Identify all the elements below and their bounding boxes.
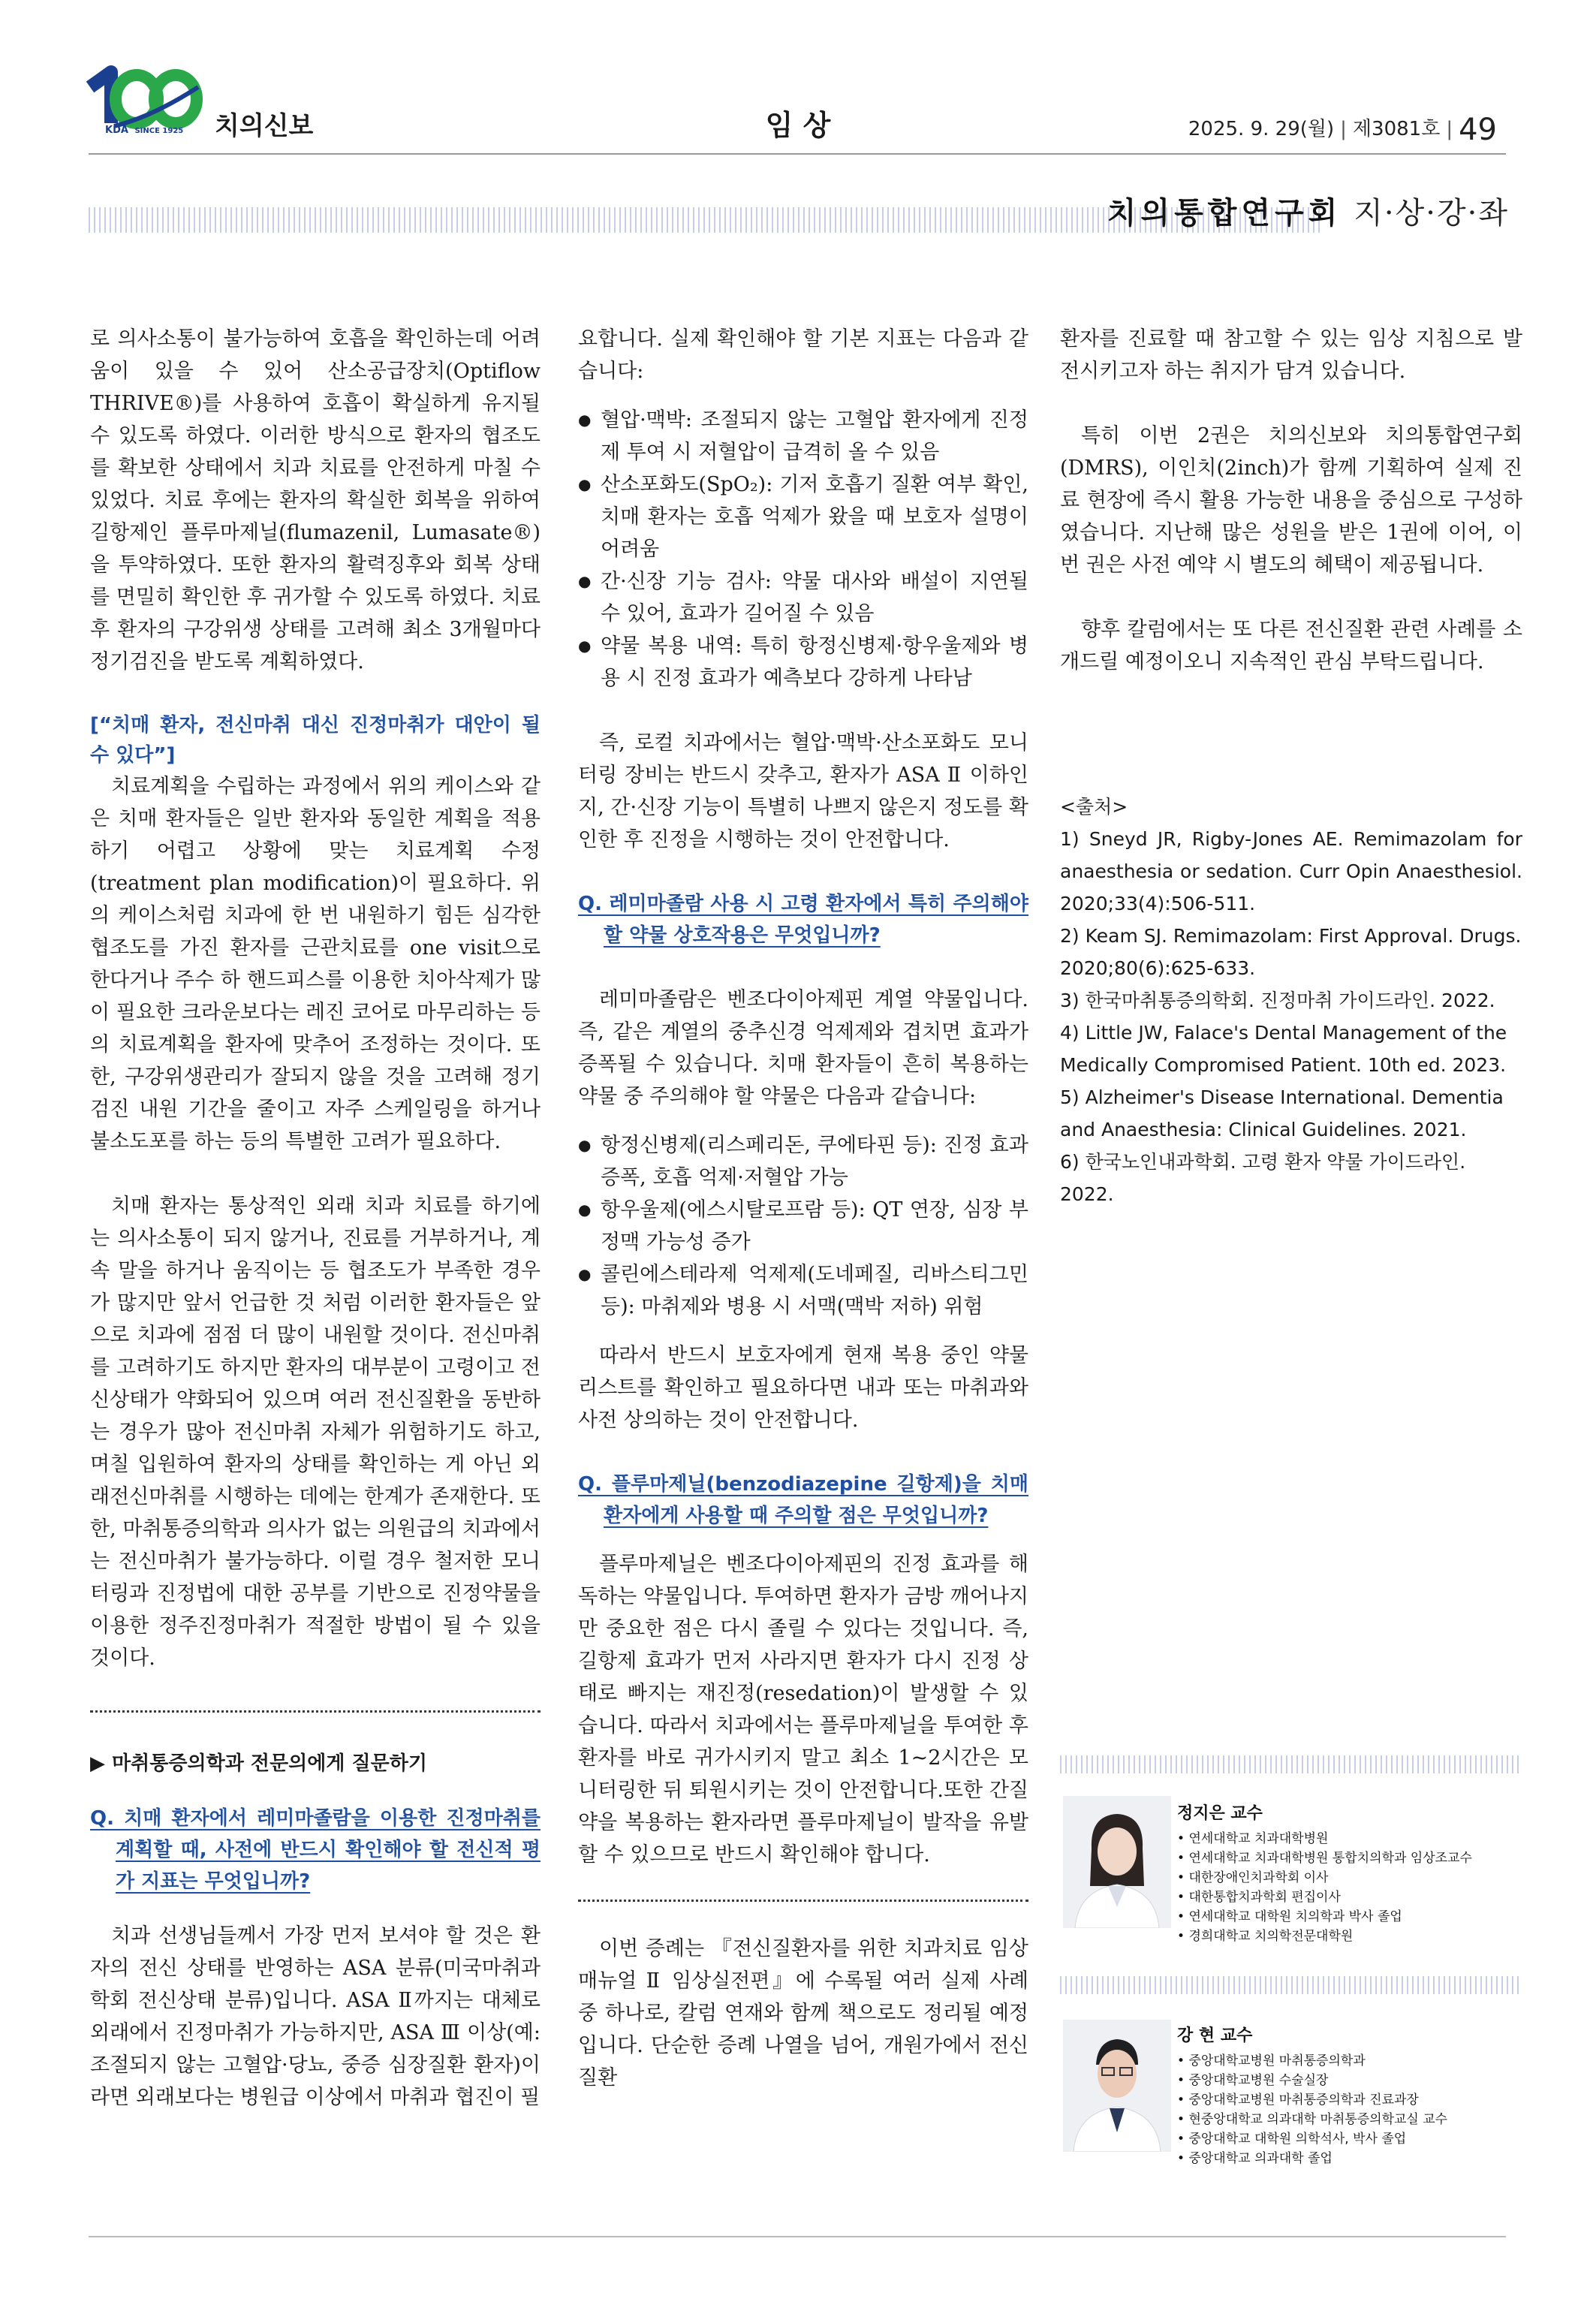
issue-number: 제3081호 (1352, 118, 1441, 140)
author-photo-1 (1063, 1796, 1171, 1928)
footer-divider (89, 2236, 1506, 2237)
credential-item: • 대한통합치과학회 편집이사 (1177, 1888, 1472, 1907)
list-item: ● 콜린에스테라제 억제제(도네페질, 리바스티그민 등): 마취제와 병용 시 서맥(맥박 저하) 위험 (578, 1258, 1028, 1323)
list-item: ● 간·신장 기능 검사: 약물 대사와 배설이 지연될 수 있어, 효과가 길어질 수 있음 (578, 565, 1028, 630)
paragraph: 치료계획을 수립하는 과정에서 위의 케이스와 같은 치매 환자들은 일반 환자와 동일한 계획을 적용하기 어렵고 상황에 맞는 치료계획 수정(treatment plan modification)이 필요하다. 위의 케이스처럼 치과에 한 번 내원하기 힘든 심각한 협조도를 가진 환자를 근관치료를 one visit으로 한다거나 주수 하 핸드피스를 이용한 치아삭제가 많이 필요한 크라운보다는 레진 코어로 마무리하는 등의 치료계획을 환자에 맞추어 조정하는 것이다. 또한, 구강위생관리가 잘되지 않을 것을 고려해 정기 검진 내원 기간을 줄이고 자주 스케일링을 하거나 불소도포를 하는 등의 특별한 고려가 필요하다. (90, 775, 541, 1153)
paragraph: 플루마제닐은 벤조다이아제핀의 진정 효과를 해독하는 약물입니다. 투여하면 환자가 금방 깨어나지만 중요한 점은 다시 졸릴 수 있다는 것입니다. 즉, 길항제 효과가 먼저 사라지면 환자가 다시 진정 상태로 빠지는 재진정(resedation)이 발생할 수 있습니다. 따라서 치과에서는 플루마제닐을 투여한 후 환자를 바로 귀가시키지 말고 최소 1~2시간은 모니터링한 뒤 퇴원시키는 것이 안전합니다.또한 간질약을 복용하는 환자라면 플루마제닐이 발작을 유발할 수 있으므로 반드시 확인해야 합니다. (578, 1553, 1028, 1867)
question-heading: Q. 레미마졸람 사용 시 고령 환자에서 특히 주의해야 할 약물 상호작용은 무엇입니까? (578, 893, 1028, 947)
references (1060, 791, 1522, 1210)
corner-org: 치의통합연구회 (1107, 196, 1342, 230)
header-divider (89, 153, 1506, 155)
credential-item: • 중앙대학교병원 마취통증의학과 진료과장 (1177, 2090, 1447, 2110)
reference-item: 4) Little JW, Falace's Dental Management of the Medically Compromised Patient. 10th ed. 2023. (1060, 1022, 1507, 1076)
issue-date: 2025. 9. 29(월) (1188, 118, 1335, 140)
list-item: ● 혈압·맥박: 조절되지 않는 고혈압 환자에게 진정제 투여 시 저혈압이 급격히 올 수 있음 (578, 404, 1028, 469)
paragraph: 특히 이번 2권은 치의신보와 치의통합연구회(DMRS), 이인치(2inch)가 함께 기획하여 실제 진료 현장에 즉시 활용 가능한 내용을 중심으로 구성하였습니다. 지난해 많은 성원을 받은 1권에 이어, 이번 권은 사전 예약 시 별도의 혜택이 제공됩니다. (1060, 424, 1522, 577)
reference-item: 3) 한국마취통증의학회. 진정마취 가이드라인. 2022. (1060, 990, 1495, 1011)
list-item: ● 항우울제(에스시탈로프람 등): QT 연장, 심장 부정맥 가능성 증가 (578, 1194, 1028, 1258)
paragraph: 환자를 진료할 때 참고할 수 있는 임상 지침으로 발전시키고자 하는 취지가 담겨 있습니다. (1060, 327, 1522, 383)
section-subheading: [“치매 환자, 전신마취 대신 진정마취가 대안이 될 수 있다”] (90, 714, 541, 767)
corner-lecture: 지·상·강·좌 (1354, 196, 1509, 230)
credential-item: • 연세대학교 치과대학병원 (1177, 1829, 1472, 1848)
profile-stripe (1060, 1755, 1522, 1773)
paragraph: 치매 환자는 통상적인 외래 치과 치료를 하기에는 의사소통이 되지 않거나, 진료를 거부하거나, 계속 말을 하거나 움직이는 등 협조도가 부족한 경우가 많지만 앞서 언급한 것 처럼 이러한 환자들은 앞으로 치과에 점점 더 많이 내원할 것이다. 전신마취를 고려하기도 하지만 환자의 대부분이 고령이고 전신상태가 약화되어 있으며 여러 전신질환을 동반하는 경우가 많아 전신마취 자체가 위험하기도 하고, 며칠 입원하여 환자의 상태를 확인하는 게 아닌 외래전신마취를 시행하는 데에는 한계가 존재한다. 또한, 마취통증의학과 의사가 없는 의원급의 치과에서는 전신마취가 불가능하다. 이럴 경우 철저한 모니터링과 진정법에 대한 공부를 기반으로 진정약물을 이용한 정주진정마취가 적절한 방법이 될 수 있을 것이다. (90, 1195, 541, 1670)
author-photo-2 (1063, 2020, 1171, 2152)
credential-item: • 중앙대학교병원 수술실장 (1177, 2071, 1447, 2090)
paper-name: 치의신보 (215, 111, 314, 141)
paragraph: 로 의사소통이 불가능하여 호흡을 확인하는데 어려움이 있을 수 있어 산소공급장치(Optiflow THRIVE®)를 사용하여 호흡이 확실하게 유지될 수 있도록 하였다. 이러한 방식으로 환자의 협조도를 확보한 상태에서 치과 치료를 안전하게 마칠 수 있었다. 치료 후에는 환자의 확실한 회복을 위하여 길항제인 플루마제닐(flumazenil, Lumasate®)을 투약하였다. 또한 환자의 활력징후와 회복 상태를 면밀히 확인한 후 귀가할 수 있도록 하였다. 치료 후 환자의 구강위생 상태를 고려해 최소 3개월마다 정기검진을 받도록 계획하였다. (90, 327, 541, 673)
paragraph: 이번 증례는 『전신질환자를 위한 치과치료 임상매뉴얼 Ⅱ 임상실전편』에 수록될 여러 실제 사례 중 하나로, 칼럼 연재와 함께 책으로도 정리될 예정입니다. 단순한 증례 나열을 넘어, 개원가에서 전신질환 (578, 1937, 1028, 2089)
corner-title (1107, 189, 1509, 232)
credential-item: • 경희대학교 치의학전문대학원 (1177, 1927, 1472, 1946)
logo-org: KDA (105, 125, 128, 136)
reference-item: 2) Keam SJ. Remimazolam: First Approval. Drugs. 2020;80(6):625-633. (1060, 925, 1522, 979)
issue-info: 2025. 9. 29(월) | 제3081호 | 49 (1188, 113, 1497, 147)
profile-stripe (1060, 1976, 1522, 1994)
author-name-2: 강 현 교수 (1177, 2026, 1253, 2045)
paragraph: 요합니다. 실제 확인해야 할 기본 지표는 다음과 같습니다: (578, 327, 1028, 383)
column-2 (578, 323, 1028, 2094)
qa-section-title: ▶ 마취통증의학과 전문의에게 질문하기 (90, 1752, 428, 1775)
paragraph: 따라서 반드시 보호자에게 현재 복용 중인 약물 리스트를 확인하고 필요하다면 내과 또는 마취과와 사전 상의하는 것이 안전합니다. (578, 1344, 1028, 1432)
reference-item: 5) Alzheimer's Disease International. Dementia and Anaesthesia: Clinical Guidelines. 2021. (1060, 1086, 1504, 1140)
section-title: 임 상 (765, 109, 831, 142)
checklist-1 (578, 404, 1028, 694)
column-3 (1060, 323, 1522, 1210)
logo-subtitle (105, 125, 183, 136)
list-item: ● 약물 복용 내역: 특히 항정신병제·항우울제와 병용 시 진정 효과가 예측보다 강하게 나타남 (578, 630, 1028, 694)
credential-item: • 연세대학교 대학원 치의학과 박사 졸업 (1177, 1907, 1472, 1927)
portrait-icon (1063, 2020, 1171, 2152)
credential-item: • 현중앙대학교 의과대학 마취통증의학교실 교수 (1177, 2110, 1447, 2129)
author-credentials-2 (1177, 2051, 1447, 2168)
column-1 (90, 323, 541, 2114)
list-item: ● 항정신병제(리스페리돈, 쿠에타핀 등): 진정 효과 증폭, 호흡 억제·저혈압 가능 (578, 1129, 1028, 1194)
paragraph: 즉, 로컬 치과에서는 혈압·맥박·산소포화도 모니터링 장비는 반드시 갖추고, 환자가 ASA Ⅱ 이하인지, 간·신장 기능이 특별히 나쁘지 않은지 정도를 확인한 후 진정을 시행하는 것이 안전합니다. (578, 731, 1028, 851)
paragraph: 치과 선생님들께서 가장 먼저 보셔야 할 것은 환자의 전신 상태를 반영하는 ASA 분류(미국마취과학회 전신상태 분류)입니다. ASA Ⅱ까지는 대체로 외래에서 진정마취가 가능하지만, ASA Ⅲ 이상(예: 조절되지 않는 고혈압·당뇨, 중증 심장질환 환자)이라면 외래보다는 병원급 이상에서 마취과 협진이 필 (90, 1924, 541, 2109)
references-title: <출처> (1060, 796, 1128, 818)
checklist-2 (578, 1129, 1028, 1323)
credential-item: • 중앙대학교병원 마취통증의학과 (1177, 2051, 1447, 2071)
credential-item: • 중앙대학교 의과대학 졸업 (1177, 2149, 1447, 2168)
question-heading: Q. 플루마제닐(benzodiazepine 길항제)을 치매 환자에게 사용할 때 주의할 점은 무엇입니까? (578, 1473, 1028, 1527)
paragraph: 레미마졸람은 벤조다이아제핀 계열 약물입니다. 즉, 같은 계열의 중추신경 억제제와 겹치면 효과가 증폭될 수 있습니다. 치매 환자들이 흔히 복용하는 약물 중 주의해야 할 약물은 다음과 같습니다: (578, 988, 1028, 1108)
credential-item: • 중앙대학교 대학원 의학석사, 박사 졸업 (1177, 2129, 1447, 2149)
reference-item: 6) 한국노인내과학회. 고령 환자 약물 가이드라인. 2022. (1060, 1151, 1466, 1205)
portrait-icon (1063, 1796, 1171, 1928)
credential-item: • 대한장애인치과학회 이사 (1177, 1868, 1472, 1888)
logo-since: SINCE 1925 (134, 127, 184, 135)
question-heading: Q. 치매 환자에서 레미마졸람을 이용한 진정마취를 계획할 때, 사전에 반드시 확인해야 할 전신적 평가 지표는 무엇입니까? (90, 1807, 541, 1893)
page-number: 49 (1459, 113, 1497, 147)
reference-item: 1) Sneyd JR, Rigby-Jones AE. Remimazolam for anaesthesia or sedation. Curr Opin Anaesthesiol. 2020;33(4):506-511. (1060, 828, 1522, 914)
paragraph: 향후 칼럼에서는 또 다른 전신질환 관련 사례를 소개드릴 예정이오니 지속적인 관심 부탁드립니다. (1060, 618, 1522, 673)
credential-item: • 연세대학교 치과대학병원 통합치의학과 임상조교수 (1177, 1848, 1472, 1868)
author-credentials-1 (1177, 1829, 1472, 1946)
list-item: ● 산소포화도(SpO₂): 기저 호흡기 질환 여부 확인, 치매 환자는 호흡 억제가 왔을 때 보호자 설명이 어려움 (578, 469, 1028, 565)
author-name-1: 정지은 교수 (1177, 1804, 1263, 1823)
